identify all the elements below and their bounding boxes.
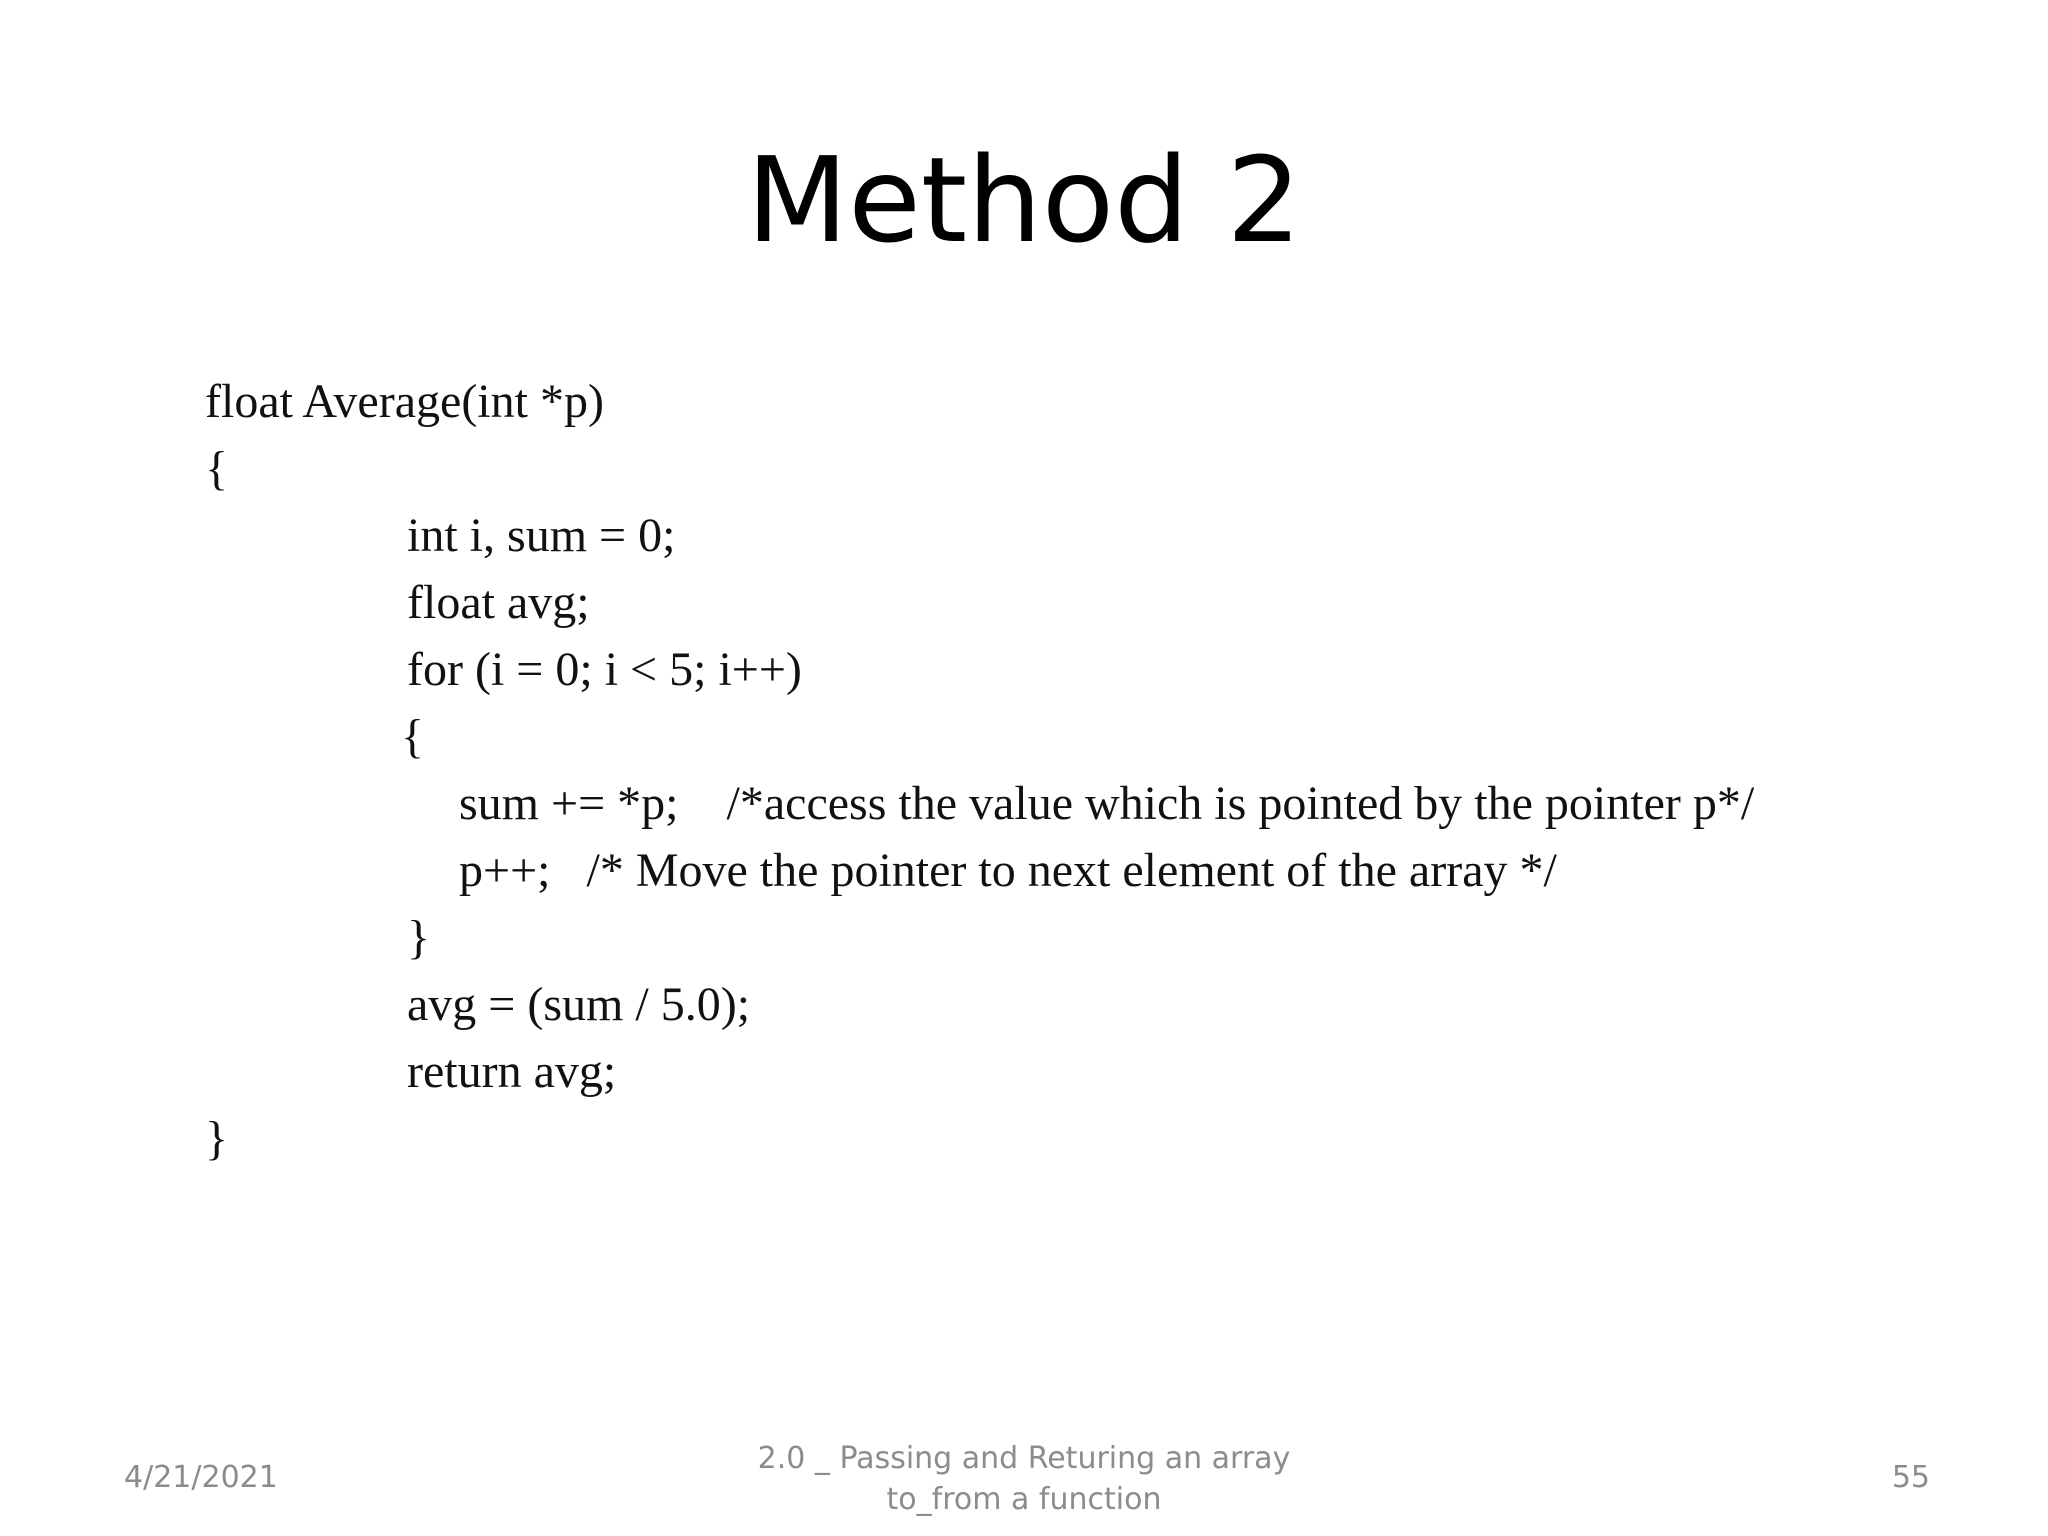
footer-date: 4/21/2021 <box>124 1460 278 1495</box>
code-line: } <box>407 911 431 964</box>
code-line: p++; /* Move the pointer to next element of the array */ <box>459 844 1557 897</box>
footer-title-line: 2.0 _ Passing and Returing an array <box>757 1441 1291 1476</box>
code-line: { <box>205 442 229 495</box>
code-line: int i, sum = 0; <box>407 509 676 562</box>
code-line: return avg; <box>407 1045 617 1098</box>
code-line: for (i = 0; i < 5; i++) <box>407 643 802 696</box>
code-line: } <box>205 1112 229 1165</box>
code-line: { <box>401 710 425 763</box>
footer-title <box>724 1438 1324 1520</box>
code-line: sum += *p; /*access the value which is pointed by the pointer p*/ <box>459 777 1755 830</box>
code-line: avg = (sum / 5.0); <box>407 978 751 1031</box>
slide-title: Method 2 <box>746 131 1302 269</box>
code-line: float Average(int *p) <box>205 375 604 428</box>
code-line: float avg; <box>407 576 590 629</box>
page-number: 55 <box>1891 1460 1930 1495</box>
footer-title-line: to_from a function <box>886 1482 1162 1517</box>
